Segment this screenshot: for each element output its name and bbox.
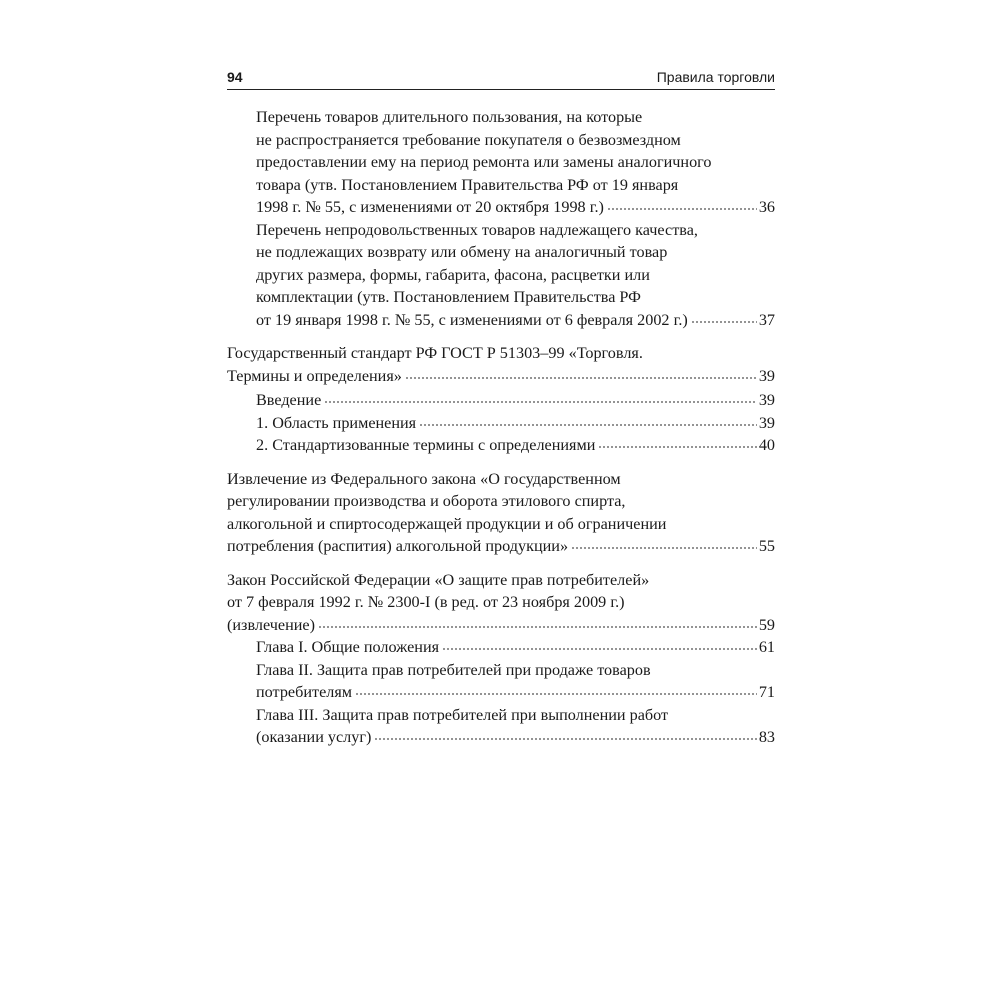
toc-entry-last-line — [256, 636, 775, 659]
toc-entry-last-line — [256, 412, 775, 435]
toc-page-number: 55 — [758, 537, 775, 555]
toc-entry-last-line — [227, 614, 775, 637]
toc-page-number: 61 — [758, 638, 775, 656]
toc-entry-line: Перечень товаров длительного пользования, на которые — [256, 108, 643, 126]
toc-page-number: 39 — [758, 366, 775, 385]
toc-entry-title-end: от 19 января 1998 г. № 55, с изменениями от 6 февраля 2002 г.) — [256, 310, 688, 329]
toc-page-number: 36 — [758, 198, 775, 216]
toc-entry-title-end: 2. Стандартизованные термины с определениями — [256, 436, 596, 454]
book-page — [227, 67, 775, 749]
toc-entry-title-end: 1998 г. № 55, с изменениями от 20 октября 1998 г.) — [256, 198, 604, 216]
toc-entry-line: Закон Российской Федерации «О защите прав потребителей» — [227, 570, 650, 589]
toc-entry-last-line — [227, 535, 775, 558]
toc-entry[interactable] — [227, 659, 775, 704]
toc-entry-last-line — [256, 196, 775, 219]
toc-entry-line: не подлежащих возврату или обмену на аналогичный товар — [256, 243, 668, 261]
toc-entry[interactable] — [227, 468, 775, 558]
toc-page-number: 40 — [758, 436, 775, 454]
toc-page-number: 37 — [758, 310, 775, 329]
toc-entry-line: Извлечение из Федерального закона «О государственном — [227, 469, 621, 488]
toc-entry-title-end: Введение — [256, 391, 322, 409]
toc-entry-title-end: 1. Область применения — [256, 413, 417, 432]
toc-entry-title-end: (извлечение) — [227, 615, 315, 634]
toc-entry[interactable] — [227, 569, 775, 637]
toc-entry[interactable] — [227, 704, 775, 749]
toc-entry-line: алкогольной и спиртосодержащей продукции и об ограничении — [227, 514, 667, 533]
toc-entry-line: Глава II. Защита прав потребителей при продаже товаров — [256, 660, 651, 679]
toc-entry-line: комплектации (утв. Постановлением Правительства РФ — [256, 288, 641, 306]
running-section-title: Правила торговли — [656, 69, 775, 85]
toc-entry-last-line — [256, 681, 775, 704]
dot-leader — [691, 321, 757, 323]
toc-entry-title-end: потребителям — [256, 683, 353, 701]
toc-entry-title-end: (оказании услуг) — [256, 728, 372, 746]
table-of-contents — [227, 106, 775, 749]
toc-entry-last-line — [227, 365, 775, 388]
toc-entry-line: предоставлении ему на период ремонта или замены аналогичного — [256, 153, 712, 171]
toc-entry-line: не распространяется требование покупателя о безвозмездном — [256, 130, 681, 149]
dot-leader — [607, 208, 757, 210]
dot-leader — [405, 377, 757, 379]
toc-entry-title-end: Глава I. Общие положения — [256, 638, 440, 656]
dot-leader — [571, 547, 757, 549]
toc-entry[interactable] — [227, 219, 775, 332]
toc-page-number: 39 — [758, 413, 775, 432]
toc-page-number: 39 — [758, 391, 775, 409]
toc-entry[interactable] — [227, 636, 775, 659]
toc-entry-last-line — [256, 434, 775, 457]
dot-leader — [598, 446, 756, 448]
toc-page-number: 59 — [758, 615, 775, 634]
toc-entry-line: Перечень непродовольственных товаров надлежащего качества, — [256, 220, 698, 239]
toc-entry-line: от 7 февраля 1992 г. № 2300-I (в ред. от 23 ноября 2009 г.) — [227, 593, 625, 611]
toc-entry[interactable] — [227, 412, 775, 435]
toc-entry-line: других размера, формы, габарита, фасона, расцветки или — [256, 265, 650, 284]
toc-entry-title-end: Термины и определения» — [227, 366, 402, 385]
dot-leader — [442, 648, 757, 650]
dot-leader — [324, 401, 757, 403]
dot-leader — [318, 626, 757, 628]
toc-entry-last-line — [256, 389, 775, 412]
dot-leader — [419, 424, 757, 426]
toc-entry-last-line — [256, 309, 775, 332]
toc-entry[interactable] — [227, 106, 775, 219]
toc-page-number: 71 — [758, 683, 775, 701]
toc-entry-line: Глава III. Защита прав потребителей при выполнении работ — [256, 705, 669, 724]
toc-entry-line: Государственный стандарт РФ ГОСТ Р 51303–99 «Торговля. — [227, 344, 643, 362]
toc-entry-last-line — [256, 726, 775, 749]
toc-page-number: 83 — [758, 728, 775, 746]
toc-entry[interactable] — [227, 342, 775, 387]
toc-entry-line: товара (утв. Постановлением Правительства РФ от 19 января — [256, 175, 679, 194]
toc-entry-title-end: потребления (распития) алкогольной продукции» — [227, 537, 569, 555]
toc-entry[interactable] — [227, 434, 775, 457]
toc-entry-line: регулировании производства и оборота этилового спирта, — [227, 492, 626, 510]
page-number: 94 — [227, 69, 243, 85]
running-header — [227, 67, 775, 90]
toc-entry[interactable] — [227, 389, 775, 412]
dot-leader — [355, 693, 757, 695]
dot-leader — [374, 738, 756, 740]
